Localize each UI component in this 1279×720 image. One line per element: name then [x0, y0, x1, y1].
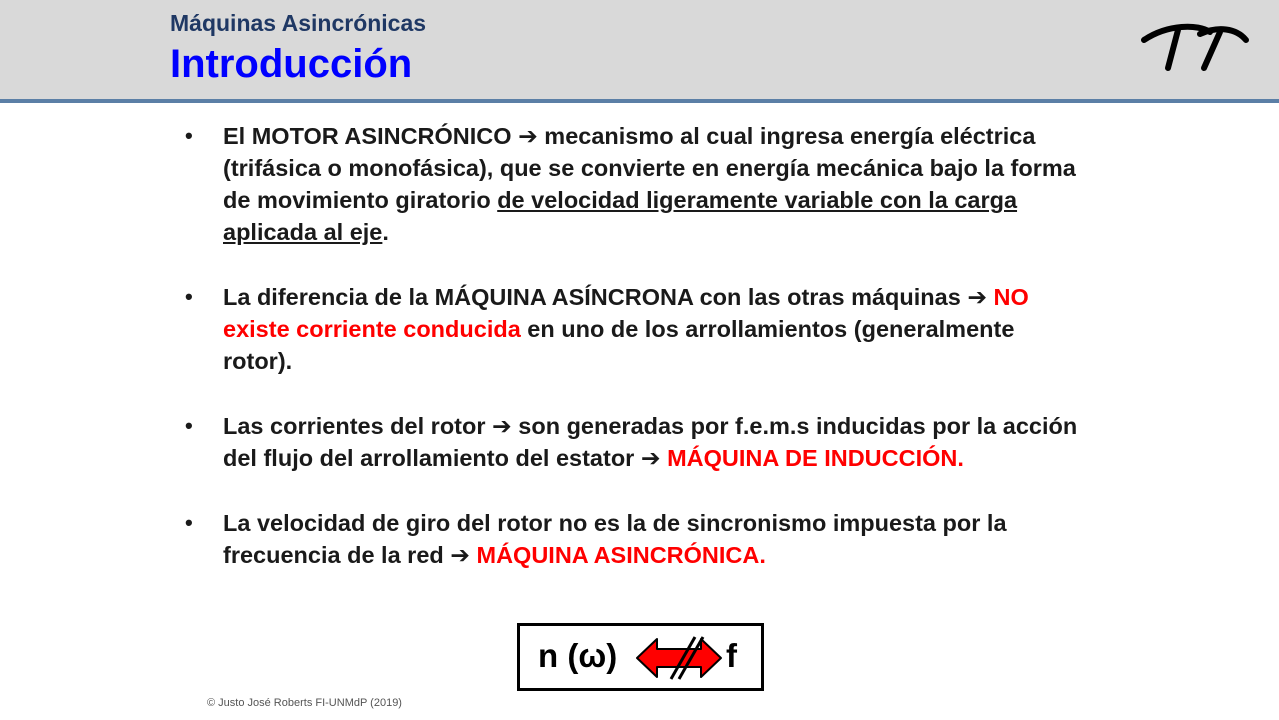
copyright-footer: © Justo José Roberts FI-UNMdP (2019) [207, 697, 402, 709]
formula-box [517, 623, 764, 691]
institution-logo-icon [1138, 18, 1250, 74]
arrow-right-icon: ➔ [967, 284, 988, 310]
bullet-text: El MOTOR ASINCRÓNICO [223, 123, 512, 149]
bullet-item-motor [185, 120, 1085, 248]
bullet-text: Las corrientes del rotor [223, 413, 493, 439]
bullet-item-corrientes [185, 410, 1085, 474]
slide-title: Introducción [170, 42, 413, 86]
bullet-dot: • [185, 510, 193, 535]
slide-subtitle: Máquinas Asincrónicas [170, 10, 427, 36]
bullet-item-diferencia [185, 281, 1085, 377]
bullet-text: en uno de los arrollamientos (generalmente rotor). [223, 316, 1015, 374]
arrow-right-icon: ➔ [640, 445, 661, 471]
bullet-text: son generadas por f.e.m.s inducidas por la acción del flujo del arrollamiento del estator [223, 413, 1078, 471]
formula-frequency: f [726, 637, 737, 674]
highlight-text: MÁQUINA DE INDUCCIÓN. [660, 445, 964, 471]
arrow-right-icon: ➔ [518, 123, 538, 149]
bullet-text: mecanismo al cual ingresa energía eléctrica (trifásica o monofásica), que se convierte en energía mecánica bajo la forma de movimiento giratorio [223, 123, 1076, 213]
bullet-dot: • [185, 284, 193, 309]
arrow-right-icon: ➔ [492, 413, 512, 439]
bullet-text: . [382, 219, 389, 245]
bullet-text: La velocidad de giro del rotor no es la de sincronismo impuesta por la frecuencia de la red [223, 510, 1007, 568]
bullet-text: La diferencia de la MÁQUINA ASÍNCRONA con las otras máquinas [223, 284, 968, 310]
bullet-dot: • [185, 123, 193, 148]
bullet-item-velocidad [185, 507, 1085, 571]
highlight-text: NO existe corriente conducida [223, 284, 1029, 342]
highlight-text: MÁQUINA ASINCRÓNICA. [469, 542, 766, 568]
formula-speed: n (ω) [538, 637, 618, 674]
bullet-list [185, 120, 1085, 604]
underlined-text: de velocidad ligeramente variable con la carga aplicada al eje [223, 187, 1018, 245]
arrow-right-icon: ➔ [450, 542, 470, 568]
crossed-double-arrow-icon [635, 635, 723, 681]
header-divider [0, 99, 1279, 103]
bullet-dot: • [185, 413, 193, 438]
